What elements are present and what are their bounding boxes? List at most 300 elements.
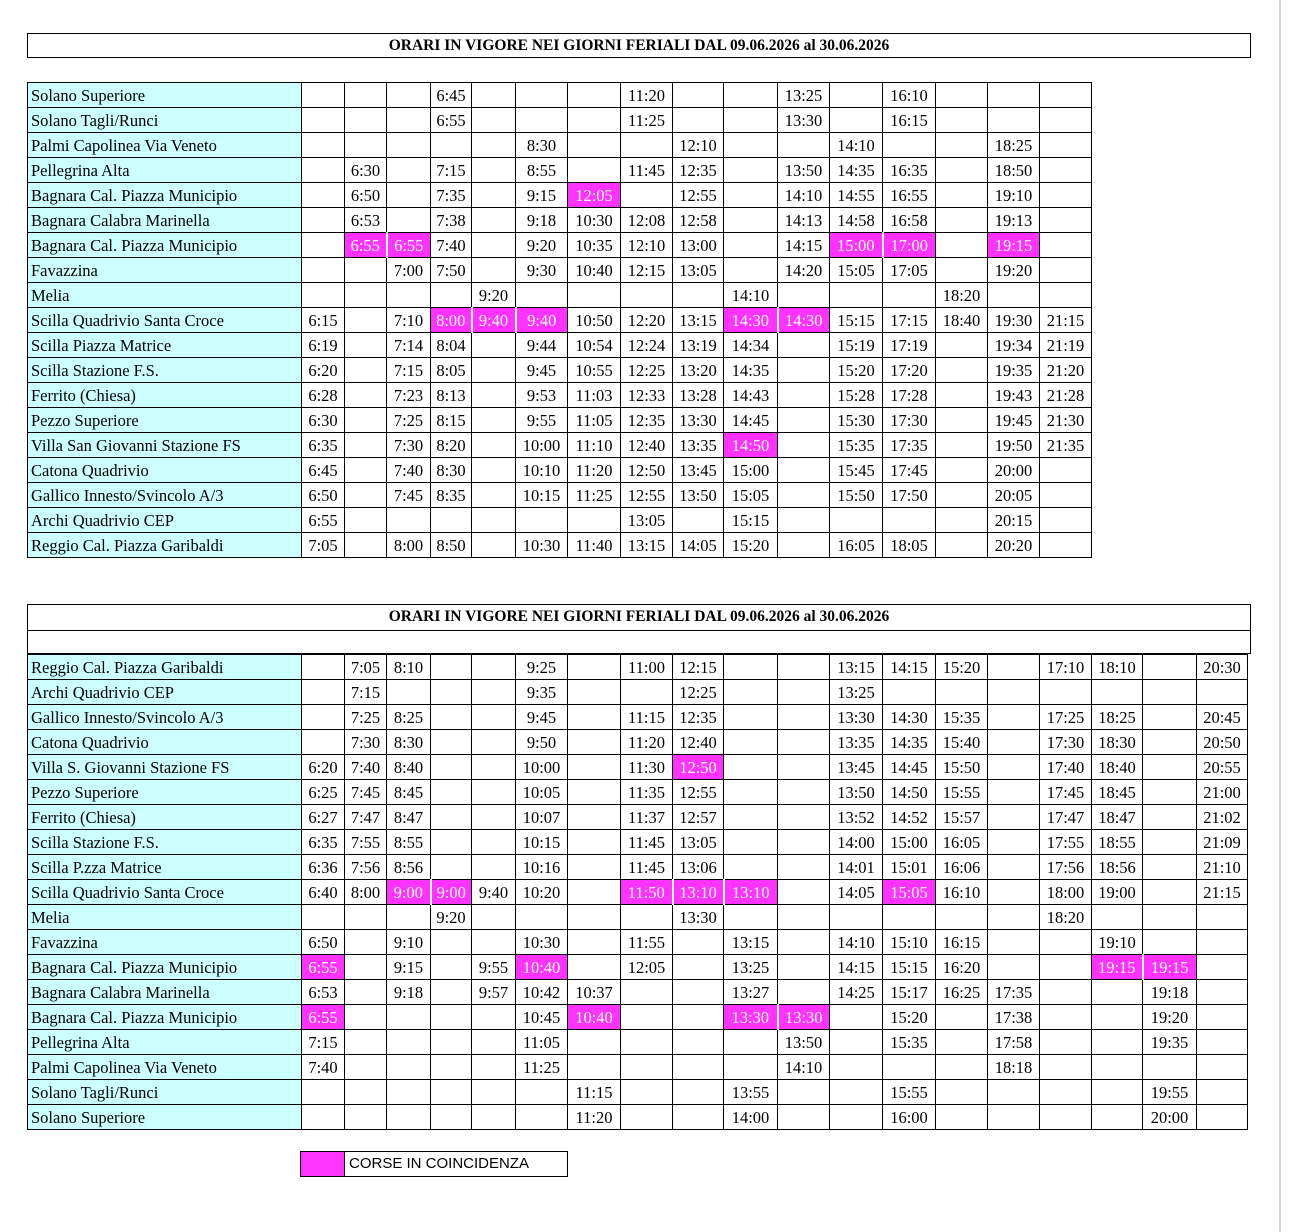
time-cell: [778, 930, 830, 955]
time-cell: 19:15: [1092, 955, 1143, 980]
time-cell: 18:20: [936, 283, 988, 308]
time-cell: [431, 955, 472, 980]
time-cell: 9:45: [516, 705, 568, 730]
time-cell: [936, 680, 988, 705]
time-cell: 10:15: [516, 483, 568, 508]
time-cell: 13:25: [830, 680, 883, 705]
time-cell: [621, 905, 673, 930]
time-cell: [345, 108, 387, 133]
time-cell: 13:15: [621, 533, 673, 558]
time-cell: [936, 333, 988, 358]
time-cell: 8:13: [431, 383, 472, 408]
time-cell: 16:06: [936, 855, 988, 880]
time-cell: 11:30: [621, 755, 673, 780]
time-cell: [568, 1030, 621, 1055]
time-cell: [516, 1105, 568, 1130]
time-cell: 20:55: [1197, 755, 1248, 780]
time-cell: [1092, 680, 1143, 705]
time-cell: 18:40: [936, 308, 988, 333]
time-cell: [472, 383, 516, 408]
time-cell: 10:15: [516, 830, 568, 855]
time-cell: 15:00: [883, 830, 936, 855]
time-cell: 9:50: [516, 730, 568, 755]
time-cell: 17:30: [1040, 730, 1092, 755]
time-cell: [302, 705, 345, 730]
time-cell: 11:15: [621, 705, 673, 730]
time-cell: [345, 1080, 387, 1105]
time-cell: [936, 533, 988, 558]
time-cell: 9:00: [387, 880, 431, 905]
time-cell: [778, 383, 830, 408]
time-cell: [673, 1080, 724, 1105]
time-cell: 20:05: [988, 483, 1040, 508]
time-cell: 18:05: [883, 533, 936, 558]
time-cell: 17:35: [883, 433, 936, 458]
time-cell: 16:20: [936, 955, 988, 980]
time-cell: [345, 508, 387, 533]
time-cell: 9:10: [387, 930, 431, 955]
stop-name: Melia: [28, 283, 302, 308]
time-cell: [830, 83, 883, 108]
time-cell: [778, 805, 830, 830]
time-cell: [345, 283, 387, 308]
time-cell: [621, 680, 673, 705]
time-cell: 9:53: [516, 383, 568, 408]
time-cell: 13:35: [673, 433, 724, 458]
time-cell: [988, 730, 1040, 755]
time-cell: [621, 1105, 673, 1130]
time-cell: [1040, 533, 1092, 558]
time-cell: 13:30: [673, 905, 724, 930]
time-cell: 8:30: [387, 730, 431, 755]
stop-name: Solano Tagli/Runci: [28, 1080, 302, 1105]
time-cell: 12:25: [673, 680, 724, 705]
time-cell: [431, 980, 472, 1005]
time-cell: [778, 655, 830, 680]
time-cell: [778, 755, 830, 780]
time-cell: 15:20: [936, 655, 988, 680]
time-cell: [1092, 980, 1143, 1005]
legend-label: CORSE IN COINCIDENZA: [349, 1155, 530, 1172]
time-cell: 14:35: [830, 158, 883, 183]
time-cell: 16:35: [883, 158, 936, 183]
time-cell: [621, 1080, 673, 1105]
time-cell: 13:19: [673, 333, 724, 358]
time-cell: [936, 83, 988, 108]
time-cell: [472, 1005, 516, 1030]
stop-name: Pezzo Superiore: [28, 408, 302, 433]
time-cell: 16:05: [830, 533, 883, 558]
time-cell: [1040, 158, 1092, 183]
time-cell: 8:30: [516, 133, 568, 158]
time-cell: [568, 905, 621, 930]
time-cell: 14:10: [830, 930, 883, 955]
time-cell: 7:45: [387, 483, 431, 508]
time-cell: 18:18: [988, 1055, 1040, 1080]
time-cell: [988, 755, 1040, 780]
time-cell: 8:15: [431, 408, 472, 433]
time-cell: 11:37: [621, 805, 673, 830]
time-cell: [724, 208, 778, 233]
time-cell: 10:37: [568, 980, 621, 1005]
time-cell: [724, 83, 778, 108]
time-cell: [472, 805, 516, 830]
time-cell: [387, 1080, 431, 1105]
time-cell: [673, 83, 724, 108]
time-cell: [516, 83, 568, 108]
time-cell: [302, 258, 345, 283]
time-cell: [568, 930, 621, 955]
time-cell: 8:47: [387, 805, 431, 830]
time-cell: [1197, 1080, 1248, 1105]
time-cell: [568, 805, 621, 830]
time-cell: [345, 930, 387, 955]
time-cell: 6:55: [302, 508, 345, 533]
stop-name: Scilla Piazza Matrice: [28, 333, 302, 358]
time-cell: 6:55: [387, 233, 431, 258]
time-cell: [431, 133, 472, 158]
time-cell: [472, 258, 516, 283]
time-cell: [431, 930, 472, 955]
time-cell: 7:15: [302, 1030, 345, 1055]
time-cell: [724, 258, 778, 283]
time-cell: 15:00: [724, 458, 778, 483]
time-cell: 7:55: [345, 830, 387, 855]
time-cell: 9:55: [472, 955, 516, 980]
time-cell: [778, 730, 830, 755]
time-cell: [472, 233, 516, 258]
time-cell: 9:18: [387, 980, 431, 1005]
time-cell: 17:47: [1040, 805, 1092, 830]
time-cell: 12:15: [621, 258, 673, 283]
time-cell: 17:28: [883, 383, 936, 408]
time-cell: [302, 730, 345, 755]
time-cell: 9:35: [516, 680, 568, 705]
time-cell: 6:55: [302, 955, 345, 980]
time-cell: 10:05: [516, 780, 568, 805]
time-cell: 12:40: [621, 433, 673, 458]
time-cell: [936, 1105, 988, 1130]
time-cell: 12:25: [621, 358, 673, 383]
time-cell: [472, 905, 516, 930]
time-cell: [1197, 1005, 1248, 1030]
time-cell: [345, 308, 387, 333]
time-cell: 9:18: [516, 208, 568, 233]
table-row: [28, 855, 1248, 880]
time-cell: 15:57: [936, 805, 988, 830]
timetable-1: [27, 82, 1092, 558]
time-cell: 9:45: [516, 358, 568, 383]
time-cell: [568, 283, 621, 308]
time-cell: [472, 830, 516, 855]
time-cell: 15:00: [830, 233, 883, 258]
time-cell: 17:15: [883, 308, 936, 333]
time-cell: 10:40: [516, 955, 568, 980]
time-cell: 15:01: [883, 855, 936, 880]
time-cell: 10:55: [568, 358, 621, 383]
stop-name: Gallico Innesto/Svincolo A/3: [28, 705, 302, 730]
time-cell: [302, 1105, 345, 1130]
time-cell: [568, 880, 621, 905]
time-cell: [345, 83, 387, 108]
time-cell: [302, 133, 345, 158]
time-cell: [472, 1080, 516, 1105]
time-cell: 20:00: [988, 458, 1040, 483]
time-cell: 10:00: [516, 755, 568, 780]
time-cell: 8:00: [431, 308, 472, 333]
time-cell: 18:00: [1040, 880, 1092, 905]
time-cell: 15:05: [883, 880, 936, 905]
time-cell: [778, 880, 830, 905]
time-cell: [936, 208, 988, 233]
time-cell: [936, 458, 988, 483]
stop-name: Catona Quadrivio: [28, 730, 302, 755]
time-cell: [673, 955, 724, 980]
time-cell: 17:20: [883, 358, 936, 383]
time-cell: [988, 830, 1040, 855]
time-cell: [345, 905, 387, 930]
time-cell: 6:45: [302, 458, 345, 483]
time-cell: [936, 483, 988, 508]
time-cell: [988, 780, 1040, 805]
time-cell: 13:15: [830, 655, 883, 680]
time-cell: [1040, 1005, 1092, 1030]
timetable-2-header: [27, 604, 1251, 654]
time-cell: [568, 508, 621, 533]
time-cell: [431, 1055, 472, 1080]
time-cell: 11:05: [568, 408, 621, 433]
time-cell: 11:15: [568, 1080, 621, 1105]
time-cell: 7:15: [387, 358, 431, 383]
time-cell: [1143, 680, 1197, 705]
time-cell: [387, 133, 431, 158]
time-cell: 14:55: [830, 183, 883, 208]
time-cell: [1040, 83, 1092, 108]
time-cell: [830, 1055, 883, 1080]
time-cell: 17:38: [988, 1005, 1040, 1030]
time-cell: [673, 1055, 724, 1080]
time-cell: 9:20: [516, 233, 568, 258]
time-cell: [472, 158, 516, 183]
time-cell: 11:05: [516, 1030, 568, 1055]
time-cell: [431, 1005, 472, 1030]
table-row: [28, 980, 1248, 1005]
time-cell: 7:47: [345, 805, 387, 830]
time-cell: [724, 855, 778, 880]
table-row: [28, 283, 1092, 308]
time-cell: [673, 508, 724, 533]
time-cell: 10:16: [516, 855, 568, 880]
time-cell: 17:40: [1040, 755, 1092, 780]
time-cell: 21:35: [1040, 433, 1092, 458]
time-cell: 16:15: [883, 108, 936, 133]
time-cell: [387, 905, 431, 930]
time-cell: 15:30: [830, 408, 883, 433]
time-cell: 13:35: [830, 730, 883, 755]
time-cell: 11:45: [621, 855, 673, 880]
time-cell: 6:50: [302, 483, 345, 508]
time-cell: [302, 208, 345, 233]
time-cell: 12:57: [673, 805, 724, 830]
time-cell: [778, 483, 830, 508]
time-cell: [778, 283, 830, 308]
time-cell: 7:25: [387, 408, 431, 433]
time-cell: [431, 680, 472, 705]
time-cell: 12:15: [673, 655, 724, 680]
time-cell: [988, 955, 1040, 980]
time-cell: [345, 383, 387, 408]
stop-name: Bagnara Cal. Piazza Municipio: [28, 183, 302, 208]
time-cell: 21:19: [1040, 333, 1092, 358]
time-cell: 15:55: [883, 1080, 936, 1105]
time-cell: 13:50: [673, 483, 724, 508]
time-cell: [988, 655, 1040, 680]
time-cell: 18:25: [988, 133, 1040, 158]
time-cell: [345, 408, 387, 433]
time-cell: [472, 458, 516, 483]
time-cell: [431, 780, 472, 805]
time-cell: [778, 408, 830, 433]
time-cell: 14:13: [778, 208, 830, 233]
time-cell: [1040, 108, 1092, 133]
table-row: [28, 805, 1248, 830]
time-cell: [1092, 1005, 1143, 1030]
time-cell: 11:20: [621, 83, 673, 108]
time-cell: [936, 358, 988, 383]
time-cell: [1197, 955, 1248, 980]
time-cell: [387, 1030, 431, 1055]
time-cell: [724, 780, 778, 805]
time-cell: [302, 83, 345, 108]
time-cell: [1092, 905, 1143, 930]
time-cell: [724, 680, 778, 705]
time-cell: 9:00: [431, 880, 472, 905]
time-cell: 7:15: [431, 158, 472, 183]
time-cell: [302, 233, 345, 258]
time-cell: [1040, 930, 1092, 955]
time-cell: 15:17: [883, 980, 936, 1005]
time-cell: [1092, 1080, 1143, 1105]
time-cell: [778, 955, 830, 980]
time-cell: 7:40: [345, 755, 387, 780]
time-cell: 14:35: [883, 730, 936, 755]
time-cell: [345, 433, 387, 458]
time-cell: 15:15: [883, 955, 936, 980]
time-cell: [936, 1080, 988, 1105]
time-cell: [778, 508, 830, 533]
time-cell: [936, 1005, 988, 1030]
time-cell: 6:45: [431, 83, 472, 108]
time-cell: 6:30: [345, 158, 387, 183]
time-cell: 21:10: [1197, 855, 1248, 880]
time-cell: [387, 158, 431, 183]
time-cell: 15:35: [936, 705, 988, 730]
time-cell: [1143, 930, 1197, 955]
time-cell: 6:36: [302, 855, 345, 880]
time-cell: 13:30: [778, 1005, 830, 1030]
time-cell: [472, 108, 516, 133]
time-cell: 6:35: [302, 830, 345, 855]
time-cell: [1040, 183, 1092, 208]
time-cell: 13:10: [724, 880, 778, 905]
time-cell: 16:10: [883, 83, 936, 108]
time-cell: 17:30: [883, 408, 936, 433]
time-cell: 8:55: [516, 158, 568, 183]
time-cell: 15:05: [830, 258, 883, 283]
time-cell: 14:15: [883, 655, 936, 680]
time-cell: [673, 283, 724, 308]
time-cell: 14:45: [883, 755, 936, 780]
time-cell: 7:40: [302, 1055, 345, 1080]
time-cell: 12:40: [673, 730, 724, 755]
time-cell: [345, 980, 387, 1005]
time-cell: [778, 433, 830, 458]
time-cell: 6:30: [302, 408, 345, 433]
stop-name: Scilla P.zza Matrice: [28, 855, 302, 880]
stop-name: Solano Superiore: [28, 83, 302, 108]
table-row: [28, 755, 1248, 780]
time-cell: 9:40: [472, 880, 516, 905]
time-cell: 21:30: [1040, 408, 1092, 433]
time-cell: [472, 705, 516, 730]
time-cell: 9:44: [516, 333, 568, 358]
time-cell: 9:25: [516, 655, 568, 680]
time-cell: 18:10: [1092, 655, 1143, 680]
time-cell: 11:35: [621, 780, 673, 805]
time-cell: 19:45: [988, 408, 1040, 433]
time-cell: 11:20: [568, 1105, 621, 1130]
stop-name: Pezzo Superiore: [28, 780, 302, 805]
time-cell: [988, 283, 1040, 308]
time-cell: 14:10: [830, 133, 883, 158]
time-cell: [883, 133, 936, 158]
time-cell: 18:40: [1092, 755, 1143, 780]
time-cell: 16:15: [936, 930, 988, 955]
stop-name: Scilla Quadrivio Santa Croce: [28, 880, 302, 905]
time-cell: [387, 108, 431, 133]
time-cell: [778, 680, 830, 705]
time-cell: [1040, 258, 1092, 283]
stop-name: Palmi Capolinea Via Veneto: [28, 133, 302, 158]
time-cell: 14:00: [830, 830, 883, 855]
time-cell: 13:05: [673, 258, 724, 283]
time-cell: 19:43: [988, 383, 1040, 408]
time-cell: 17:10: [1040, 655, 1092, 680]
time-cell: 21:15: [1040, 308, 1092, 333]
time-cell: 18:30: [1092, 730, 1143, 755]
time-cell: [302, 655, 345, 680]
time-cell: [830, 1030, 883, 1055]
time-cell: 15:15: [724, 508, 778, 533]
time-cell: [724, 705, 778, 730]
time-cell: [472, 358, 516, 383]
time-cell: [1040, 680, 1092, 705]
time-cell: 13:20: [673, 358, 724, 383]
time-cell: [1040, 980, 1092, 1005]
time-cell: 14:10: [778, 1055, 830, 1080]
time-cell: [936, 383, 988, 408]
time-cell: 17:25: [1040, 705, 1092, 730]
time-cell: [472, 433, 516, 458]
time-cell: [431, 1105, 472, 1130]
stop-name: Melia: [28, 905, 302, 930]
time-cell: [431, 655, 472, 680]
time-cell: 6:55: [345, 233, 387, 258]
time-cell: 17:19: [883, 333, 936, 358]
time-cell: [778, 855, 830, 880]
time-cell: 18:45: [1092, 780, 1143, 805]
time-cell: [345, 358, 387, 383]
